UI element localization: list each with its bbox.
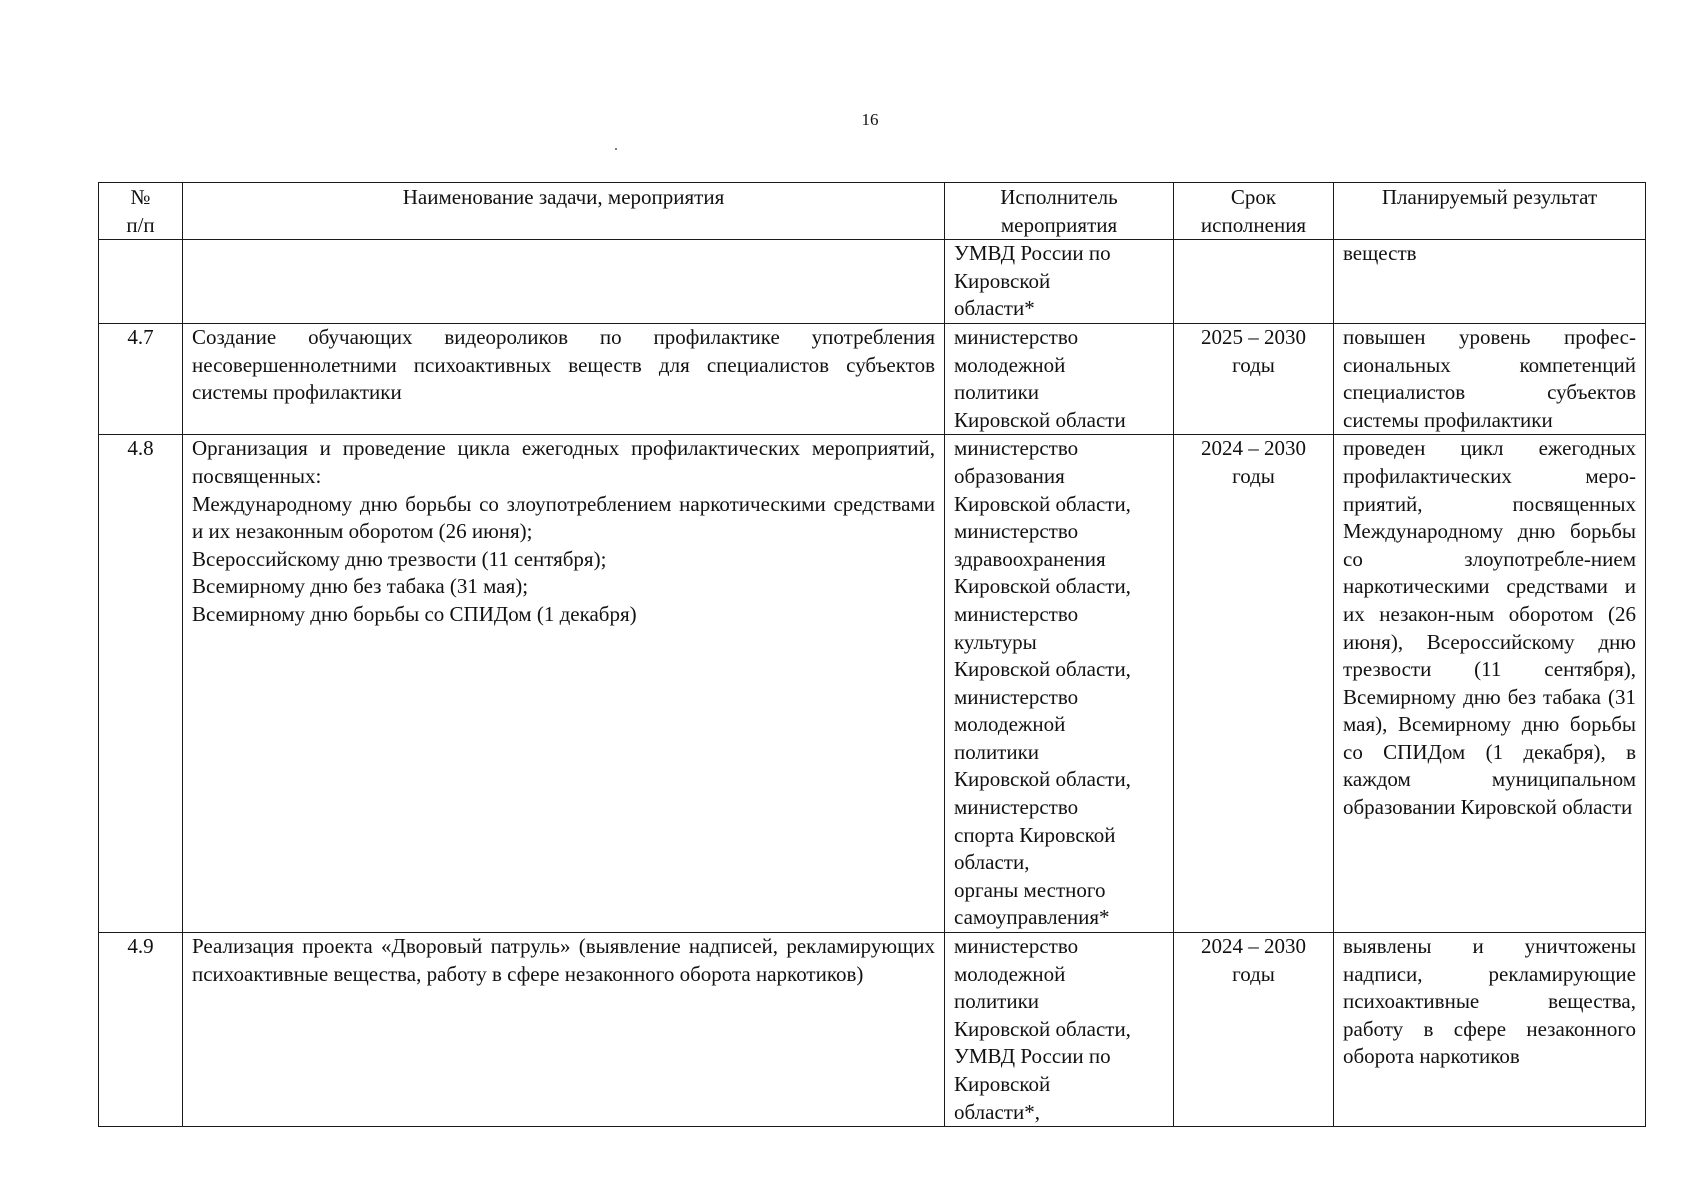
row-task-name [183,240,945,324]
task-name-line: Всероссийскому дню трезвости (11 сентября); [192,546,607,571]
row-planned-result: повышен уровень профес-сиональных компетенций специалистов субъектов системы профилактики [1334,323,1646,434]
task-name-line: Организация и проведение цикла ежегодных профилактических мероприятий, посвященных: [192,436,935,488]
row-task-name [183,933,945,1127]
page-number: 16 [861,110,879,129]
row-number: 4.9 [99,933,183,1127]
table-header [99,183,1646,240]
header-executor: Исполнитель мероприятия [945,183,1174,240]
header-term: Срок исполнения [1174,183,1334,240]
task-name-line: Международному дню борьбы со злоупотреблением наркотическими средствами и их незаконным оборотом (26 июня); [192,491,935,544]
row-number [99,240,183,324]
header-row [99,183,1646,240]
row-planned-result: выявлены и уничтожены надписи, рекламирующие психоактивные вещества, работу в сфере незаконного оборота наркотиков [1334,933,1646,1127]
row-executor: министерство молодежной политики Кировской области, УМВД России по Кировской области*, [945,933,1174,1127]
table-row [99,240,1646,324]
row-task-name [183,435,945,933]
measures-table [98,182,1646,1127]
task-name-line: Всемирному дню борьбы со СПИДом (1 декабря) [192,601,637,626]
header-name: Наименование задачи, мероприятия [183,183,945,240]
table-body [99,240,1646,1127]
header-result: Планируемый результат [1334,183,1646,240]
row-task-name [183,323,945,434]
task-name-line: Реализация проекта «Дворовый патруль» (выявление надписей, рекламирующих психоактивные вещества, работу в сфере незаконного оборота наркотиков) [192,934,935,986]
row-executor: министерство образования Кировской области, министерство здравоохранения Кировской области, министерство культуры Кировской области, министерство молодежной политики Кировской области, министерство спорта Кировской области, органы местного самоуправления* [945,435,1174,933]
table-row [99,435,1646,933]
scan-artifact-dot [615,148,617,150]
row-number: 4.7 [99,323,183,434]
row-term: 2025 – 2030 годы [1174,323,1334,434]
row-executor: министерство молодежной политики Кировской области [945,323,1174,434]
header-number: № п/п [99,183,183,240]
row-planned-result: проведен цикл ежегодных профилактических меро-приятий, посвященных Международному дню борьбы со злоупотребле-нием наркотическими средствами и их незакон-ным оборотом (26 июня), Всероссийскому дню трезвости (11 сентября), Всемирному дню без табака (31 мая), Всемирному дню борьбы со СПИДом (1 декабря), в каждом муниципальном образовании Кировской области [1334,435,1646,933]
row-term: 2024 – 2030 годы [1174,435,1334,933]
task-name-line: Всемирному дню без табака (31 мая); [192,574,529,599]
row-planned-result: веществ [1334,240,1646,324]
row-term: 2024 – 2030 годы [1174,933,1334,1127]
table-row [99,323,1646,434]
task-name-line: Создание обучающих видеороликов по профилактике употребления несовершеннолетними психоактивных веществ для специалистов субъектов системы профилактики [192,324,935,405]
row-number: 4.8 [99,435,183,933]
row-term [1174,240,1334,324]
row-executor: УМВД России по Кировской области* [945,240,1174,324]
table-row [99,933,1646,1127]
